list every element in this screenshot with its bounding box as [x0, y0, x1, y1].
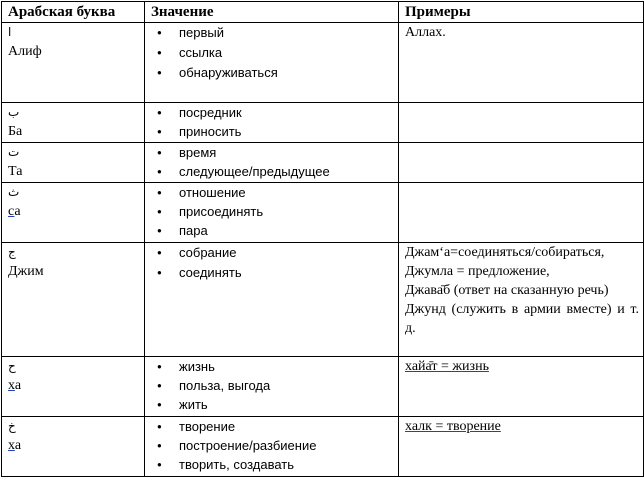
- list-item: ● отношение: [151, 183, 394, 202]
- alphabet-table: [1, 1, 644, 477]
- list-item: ● пара: [151, 221, 394, 240]
- meaning-cell: [145, 357, 399, 417]
- meaning-cell: [145, 143, 399, 183]
- letter-cell: [2, 143, 145, 183]
- letter-cell: [2, 357, 145, 417]
- table-row: [2, 183, 644, 243]
- examples-cell: [399, 417, 644, 477]
- meaning-cell: [145, 183, 399, 243]
- examples-cell: [399, 243, 644, 357]
- letter-name: Та: [8, 164, 23, 179]
- arabic-letter: ت: [8, 145, 20, 159]
- header-meaning: Значение: [145, 2, 399, 23]
- table-row: [2, 357, 644, 417]
- examples-cell: [399, 103, 644, 143]
- list-item: ● творение: [151, 417, 394, 436]
- letter-name: Джим: [8, 264, 44, 279]
- example-text: Джунд (служить в армии вместе) и т. д.: [405, 302, 639, 336]
- example-text: Джава̄б (ответ на сказанную речь): [405, 283, 609, 298]
- list-item: ● соединять: [151, 263, 394, 283]
- table-row: [2, 143, 644, 183]
- examples-cell: [399, 183, 644, 243]
- example-text: Джам‘а=соединяться/собираться,: [405, 245, 605, 260]
- header-row: [2, 2, 644, 23]
- table-row: [2, 243, 644, 357]
- letter-name: са: [8, 204, 21, 219]
- letter-name: Алиф: [8, 44, 42, 59]
- list-item: ● польза, выгода: [151, 376, 394, 395]
- meaning-cell: [145, 103, 399, 143]
- table-row: [2, 417, 644, 477]
- arabic-letter: ا: [8, 25, 12, 39]
- list-item: ● жизнь: [151, 357, 394, 376]
- table-row: [2, 23, 644, 103]
- list-item: ● построение/разбиение: [151, 436, 394, 455]
- arabic-letter: ب: [8, 105, 20, 119]
- meaning-cell: [145, 243, 399, 357]
- arabic-letter: ج: [8, 245, 16, 259]
- list-item: ● присоединять: [151, 202, 394, 221]
- letter-cell: [2, 183, 145, 243]
- list-item: ● время: [151, 143, 394, 162]
- arabic-letter: ح: [8, 359, 16, 373]
- example-text: Аллах.: [405, 25, 446, 40]
- table-row: [2, 103, 644, 143]
- list-item: ● обнаруживаться: [151, 63, 394, 83]
- examples-cell: [399, 357, 644, 417]
- letter-cell: [2, 23, 145, 103]
- list-item: ● следующее/предыдущее: [151, 162, 394, 181]
- examples-cell: [399, 23, 644, 103]
- letter-cell: [2, 417, 145, 477]
- header-examples: Примеры: [399, 2, 644, 23]
- arabic-letter: خ: [8, 419, 16, 433]
- list-item: ● посредник: [151, 103, 394, 122]
- list-item: ● ссылка: [151, 43, 394, 63]
- example-text: хайа̄т = жизнь: [405, 359, 489, 374]
- letter-cell: [2, 103, 145, 143]
- header-letter: Арабская буква: [2, 2, 145, 23]
- meaning-cell: [145, 23, 399, 103]
- list-item: ● жить: [151, 395, 394, 414]
- list-item: ● творить, создавать: [151, 455, 394, 474]
- arabic-letter: ث: [8, 185, 20, 199]
- meaning-cell: [145, 417, 399, 477]
- letter-name: ха: [8, 378, 22, 393]
- example-text: Джумла = предложение,: [405, 264, 550, 279]
- letter-name: Ба: [8, 124, 23, 139]
- example-text: халк = творение: [405, 419, 501, 434]
- letter-name: ха: [8, 438, 22, 453]
- list-item: ● собрание: [151, 243, 394, 263]
- list-item: ● приносить: [151, 122, 394, 141]
- list-item: ● первый: [151, 23, 394, 43]
- examples-cell: [399, 143, 644, 183]
- letter-cell: [2, 243, 145, 357]
